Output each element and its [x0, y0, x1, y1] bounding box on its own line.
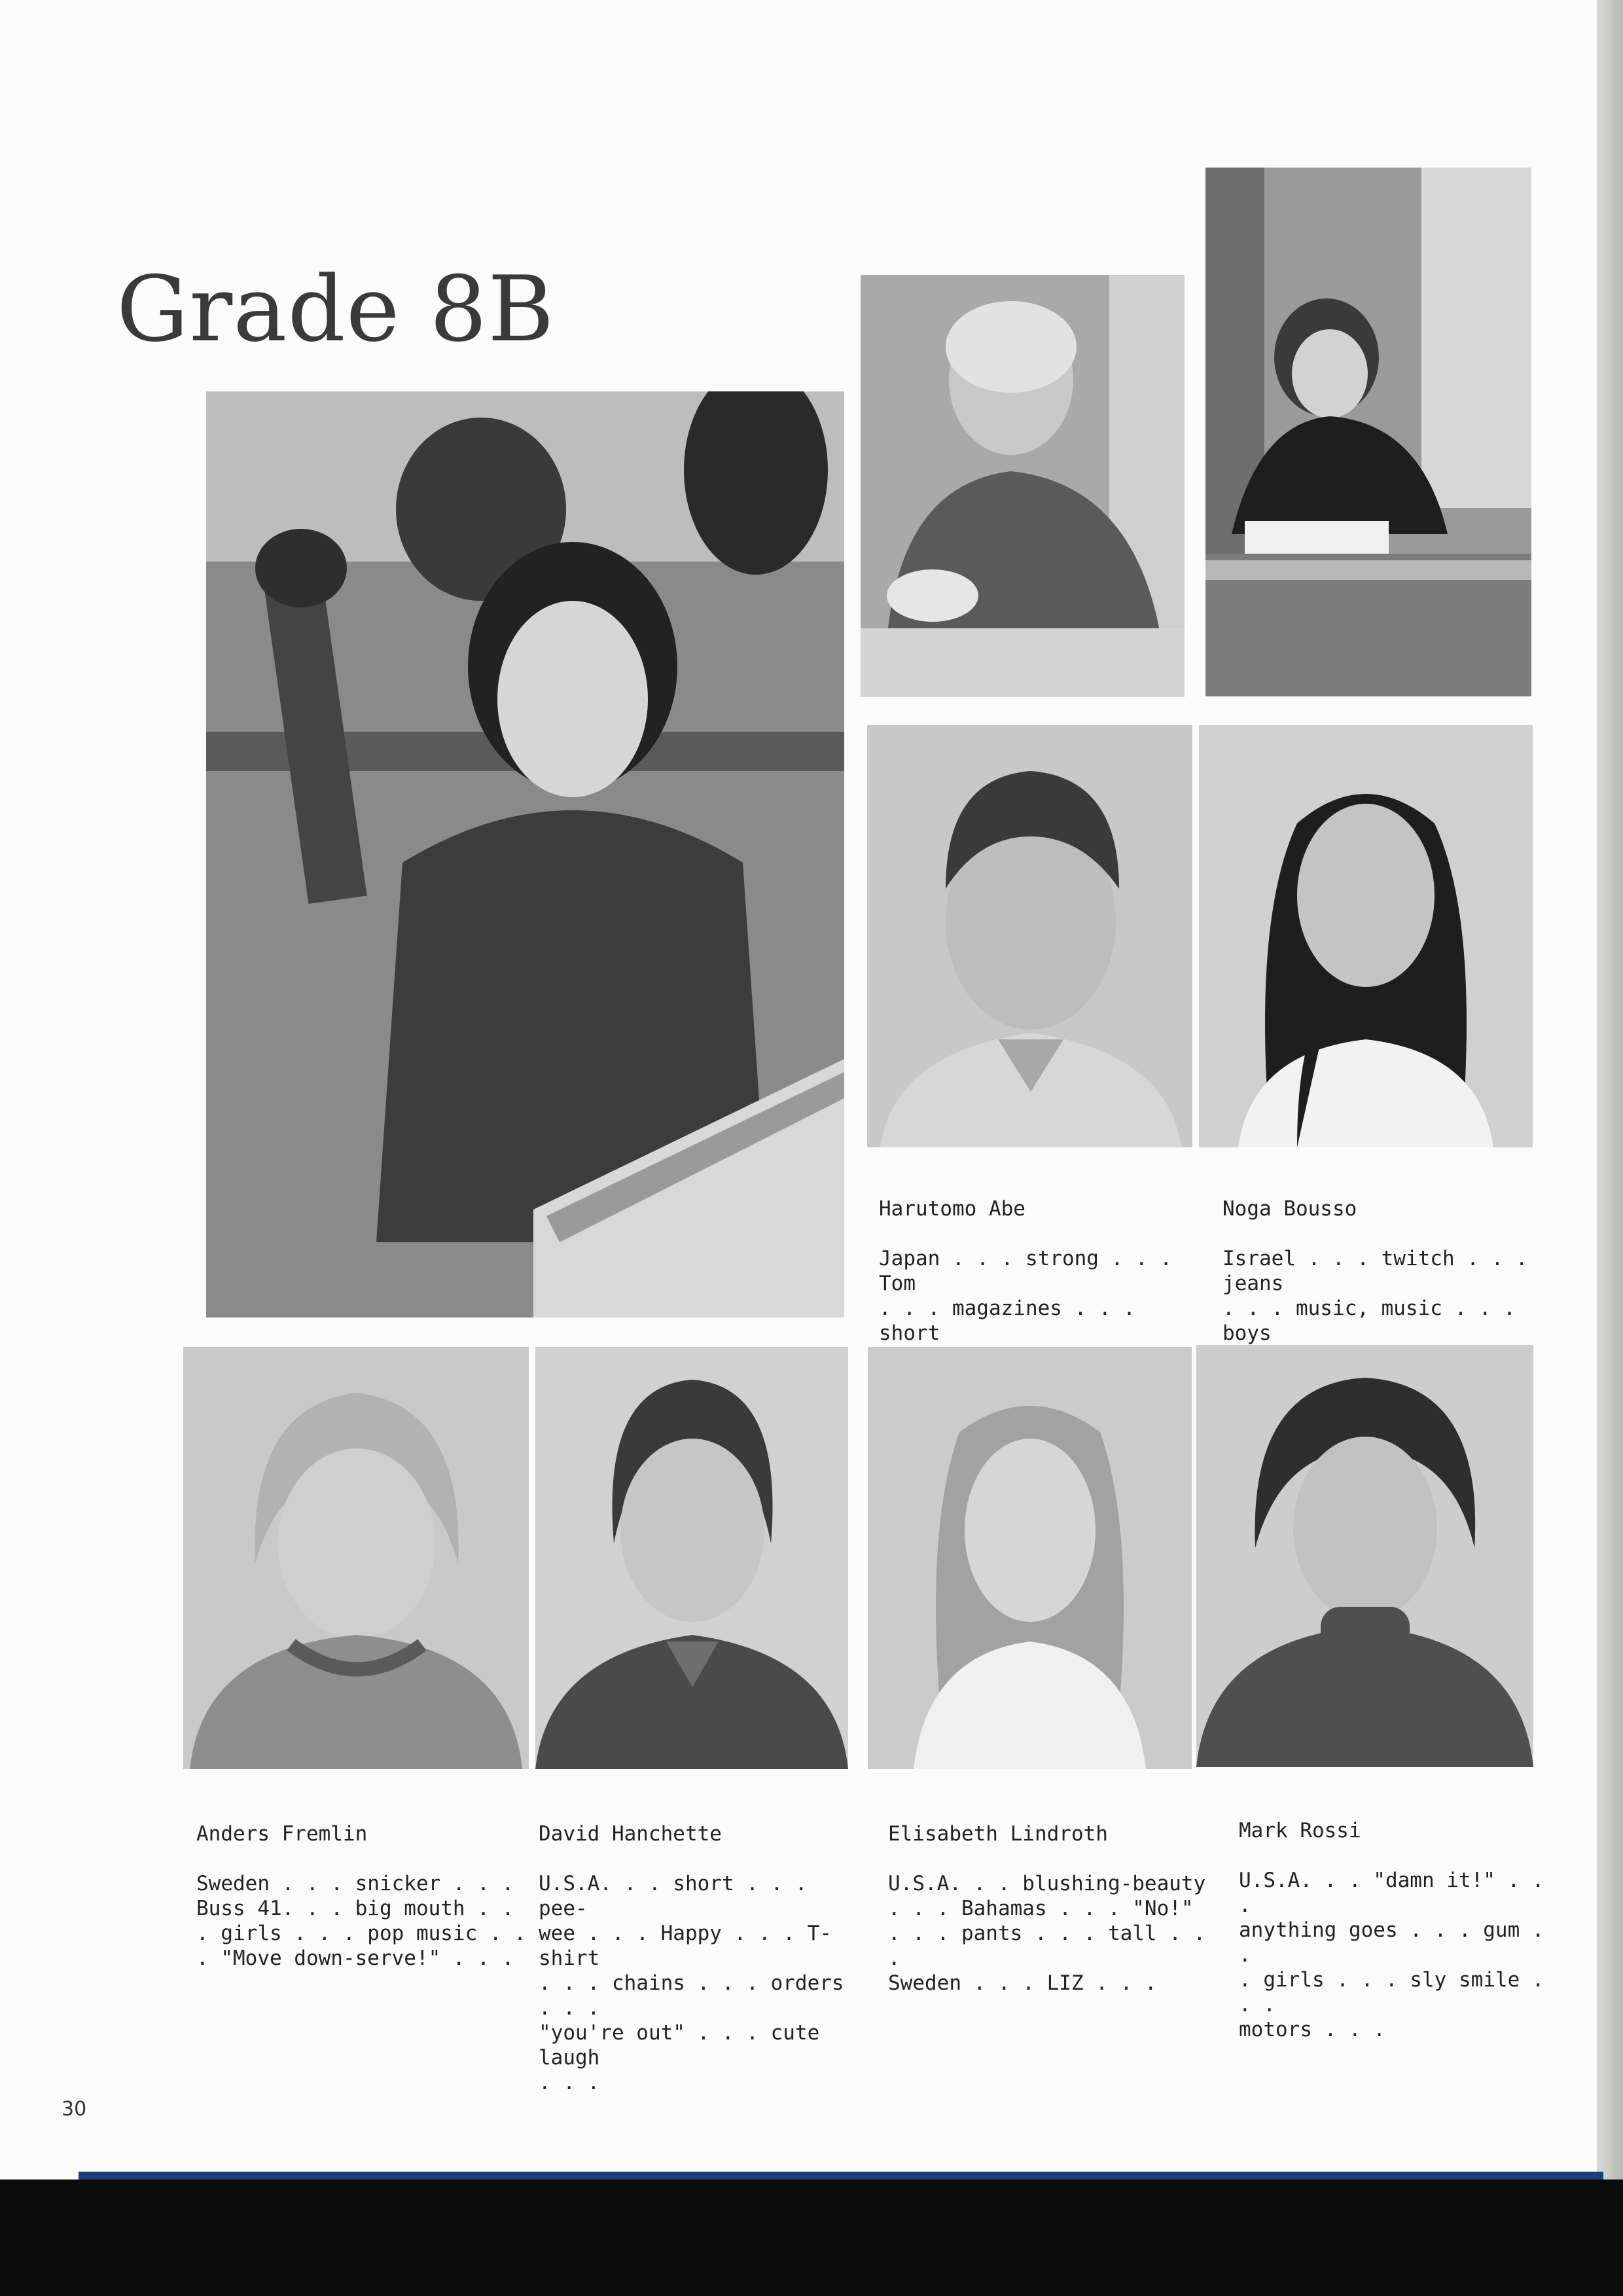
student-thinking-photo — [861, 275, 1185, 697]
student-name: Anders Fremlin — [196, 1822, 368, 1846]
page-title: Grade 8B — [116, 257, 555, 362]
student-description: U.S.A. . . "damn it!" . . . anything goes . . . gum . . . girls . . . sly smile . . . motors . . . — [1239, 1869, 1544, 2041]
student-name: Elisabeth Lindroth — [888, 1822, 1108, 1846]
scan-background — [0, 2179, 1623, 2296]
student-description: U.S.A. . . blushing-beauty . . . Bahamas . . . "No!" . . . pants . . . tall . . . Sweden . . . LIZ . . . — [888, 1872, 1206, 1995]
page-edge — [1597, 0, 1623, 2179]
student-description: Israel . . . twitch . . . jeans . . . music, music . . . boys — [1222, 1247, 1528, 1345]
portrait-caption — [539, 1797, 866, 2095]
portrait-photo — [1199, 725, 1533, 1147]
portrait-photo — [183, 1347, 529, 1769]
student-name: Mark Rossi — [1239, 1819, 1361, 1842]
portrait-caption — [1239, 1793, 1566, 2042]
student-name: Harutomo Abe — [879, 1197, 1026, 1221]
student-name: David Hanchette — [539, 1822, 722, 1846]
portrait-caption — [888, 1797, 1209, 1996]
student-at-desk-photo — [206, 391, 844, 1318]
student-description: Sweden . . . snicker . . . Buss 41. . . big mouth . . . girls . . . pop music . . . "Move down-serve!" . . . — [196, 1872, 526, 1970]
portrait-caption — [879, 1172, 1193, 1346]
portrait-photo — [1196, 1345, 1533, 1767]
student-description: Japan . . . strong . . . Tom . . . magazines . . . short — [879, 1247, 1172, 1345]
portrait-photo — [868, 1347, 1192, 1769]
page-number: 30 — [62, 2098, 87, 2121]
student-looking-away-photo — [1205, 168, 1531, 696]
portrait-caption — [196, 1797, 530, 1971]
portrait-photo — [535, 1347, 848, 1769]
portrait-photo — [867, 725, 1192, 1147]
student-name: Noga Bousso — [1222, 1197, 1357, 1221]
student-description: U.S.A. . . short . . . pee- wee . . . Happy . . . T-shirt . . . chains . . . orders . . . "you're out" . . . cute laugh . . . — [539, 1872, 844, 2094]
